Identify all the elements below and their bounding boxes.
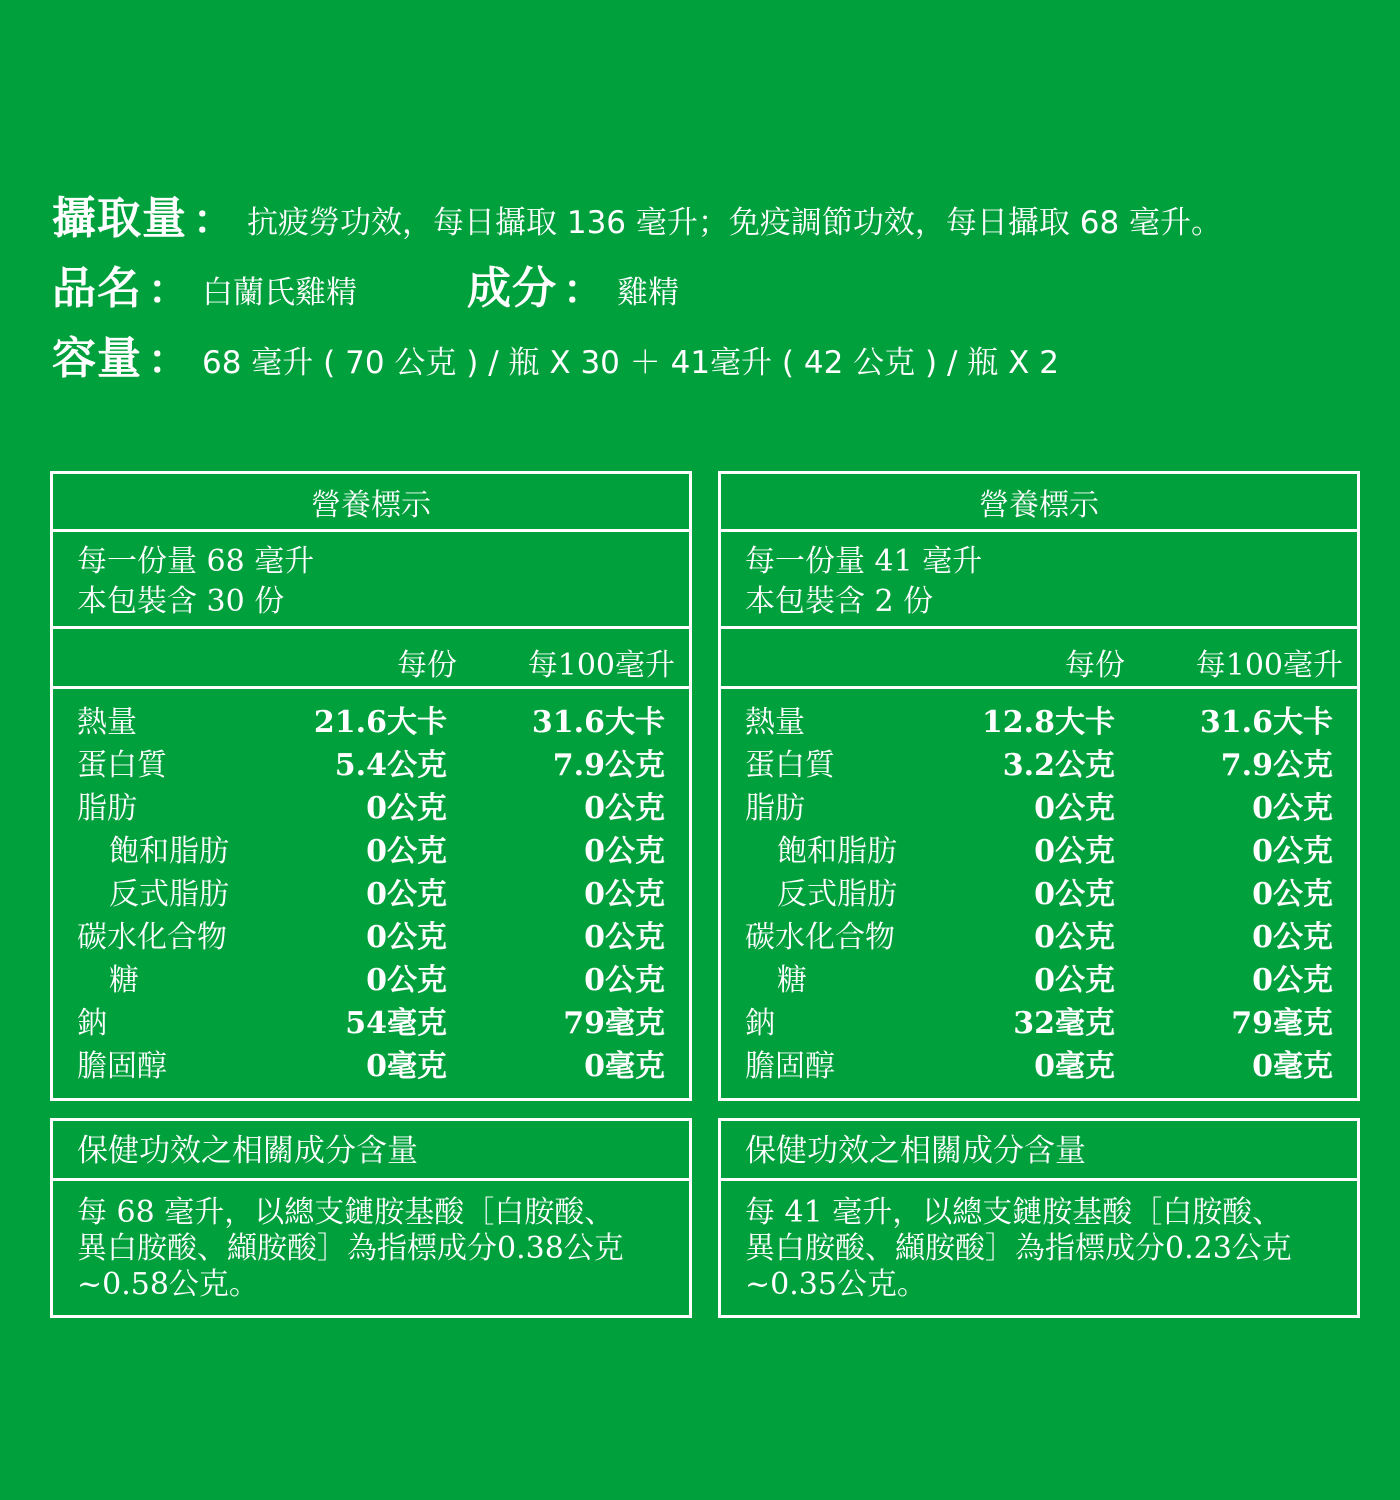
per-serving-value: 0公克 [1034,834,1115,869]
per-100ml-value: 79毫克 [563,1006,665,1041]
effect-line: 每 68 毫升，以總支鏈胺基酸［白胺酸、 [77,1195,615,1230]
nutrient-name: 碳水化合物 [77,920,227,955]
per-100ml-value: 0公克 [1252,791,1333,826]
nutrition-title: 營養標示 [53,474,689,532]
per-100ml-value: 0公克 [584,791,665,826]
nutrient-name: 蛋白質 [745,748,835,783]
per-serving-value: 3.2公克 [1002,748,1115,783]
nutrient-name: 脂肪 [77,791,137,826]
per-serving-value: 0公克 [1034,877,1115,912]
serving-size: 每一份量 68 毫升 [77,544,315,579]
nutrient-name: 熱量 [745,705,805,740]
nutrient-rows [721,689,1357,1088]
per-100ml-value: 7.9公克 [552,748,665,783]
nutrient-name: 碳水化合物 [745,920,895,955]
per-100ml-value: 7.9公克 [1220,748,1333,783]
intake-label: 攝取量 [52,193,187,244]
per-serving-value: 0公克 [366,963,447,998]
per-serving-value: 0毫克 [1034,1049,1115,1084]
intake-value: 抗疲勞功效，每日攝取 136 毫升；免疫調節功效，每日攝取 68 毫升。 [247,205,1223,241]
per-100ml-value: 0公克 [584,834,665,869]
effect-line: ~0.35公克。 [745,1267,927,1302]
per-serving-value: 0公克 [1034,791,1115,826]
health-effect-title: 保健功效之相關成分含量 [53,1121,689,1181]
per-serving-value: 54毫克 [345,1006,447,1041]
colon: ： [148,337,188,383]
table-row [53,830,689,873]
per-100ml-value: 31.6大卡 [1199,705,1333,740]
nutrient-name: 糖 [777,963,807,998]
ingredient-label: 成分 [467,263,557,314]
per-100ml-value: 31.6大卡 [531,705,665,740]
nutrient-name: 熱量 [77,705,137,740]
per-100ml-value: 0毫克 [1252,1049,1333,1084]
per-100ml-value: 0公克 [584,920,665,955]
per-serving-value: 0公克 [366,920,447,955]
nutrient-name: 蛋白質 [77,748,167,783]
table-row [53,873,689,916]
effect-line: ~0.58公克。 [77,1267,259,1302]
table-row [53,1045,689,1088]
per-100ml-header: 每100毫升 [1195,648,1343,683]
per-100ml-value: 0公克 [584,877,665,912]
product-label: 品名 [52,263,142,314]
nutrition-table-68ml [50,471,692,1101]
table-row [721,787,1357,830]
per-serving-value: 0公克 [1034,920,1115,955]
servings-per-package: 本包裝含 2 份 [745,584,934,619]
table-row [721,744,1357,787]
health-effect-text [53,1181,689,1303]
ingredient-value: 雞精 [617,275,679,311]
per-serving-value: 32毫克 [1013,1006,1115,1041]
table-row [721,959,1357,1002]
colon: ： [563,267,603,313]
product-info-header [52,182,1382,392]
nutrient-name: 飽和脂肪 [109,834,229,869]
per-serving-value: 0公克 [366,791,447,826]
per-serving-value: 5.4公克 [334,748,447,783]
per-serving-header: 每份 [397,648,457,683]
per-100ml-value: 0公克 [584,963,665,998]
table-row [53,1002,689,1045]
per-100ml-value: 0公克 [1252,834,1333,869]
table-row [53,959,689,1002]
nutrition-title: 營養標示 [721,474,1357,532]
product-line [52,252,1382,322]
per-serving-value: 21.6大卡 [313,705,447,740]
effect-line: 每 41 毫升，以總支鏈胺基酸［白胺酸、 [745,1195,1283,1230]
volume-line [52,322,1382,392]
per-serving-value: 0公克 [1034,963,1115,998]
colon: ： [193,197,233,243]
nutrient-name: 反式脂肪 [109,877,229,912]
health-effect-title: 保健功效之相關成分含量 [721,1121,1357,1181]
table-row [721,1002,1357,1045]
table-row [721,1045,1357,1088]
per-100ml-value: 0公克 [1252,963,1333,998]
per-serving-value: 0公克 [366,834,447,869]
per-serving-value: 12.8大卡 [981,705,1115,740]
serving-info [53,532,689,629]
per-serving-value: 0毫克 [366,1049,447,1084]
column-headers [721,629,1357,689]
nutrient-name: 反式脂肪 [777,877,897,912]
nutrient-name: 膽固醇 [77,1049,167,1084]
health-effect-box-41ml [718,1118,1360,1318]
volume-label: 容量 [52,333,142,384]
nutrient-name: 膽固醇 [745,1049,835,1084]
nutrient-name: 鈉 [745,1006,775,1041]
table-row [53,701,689,744]
per-100ml-header: 每100毫升 [527,648,675,683]
per-100ml-value: 79毫克 [1231,1006,1333,1041]
nutrition-table-41ml [718,471,1360,1101]
per-serving-value: 0公克 [366,877,447,912]
table-row [53,916,689,959]
per-100ml-value: 0毫克 [584,1049,665,1084]
nutrient-name: 糖 [109,963,139,998]
table-row [721,916,1357,959]
per-100ml-value: 0公克 [1252,920,1333,955]
table-row [721,701,1357,744]
per-serving-header: 每份 [1065,648,1125,683]
intake-line [52,182,1382,252]
table-row [721,830,1357,873]
per-100ml-value: 0公克 [1252,877,1333,912]
serving-size: 每一份量 41 毫升 [745,544,983,579]
serving-info [721,532,1357,629]
nutrient-name: 脂肪 [745,791,805,826]
colon: ： [148,267,188,313]
table-row [53,744,689,787]
table-row [721,873,1357,916]
column-headers [53,629,689,689]
table-row [53,787,689,830]
effect-line: 異白胺酸、纈胺酸］為指標成分0.38公克 [77,1231,624,1266]
product-value: 白蘭氏雞精 [202,275,357,311]
nutrient-name: 鈉 [77,1006,107,1041]
health-effect-box-68ml [50,1118,692,1318]
nutrient-name: 飽和脂肪 [777,834,897,869]
health-effect-text [721,1181,1357,1303]
volume-value: 68 毫升 ( 70 公克 ) / 瓶 X 30 ＋ 41毫升 ( 42 公克 ) / 瓶 X 2 [202,345,1059,381]
effect-line: 異白胺酸、纈胺酸］為指標成分0.23公克 [745,1231,1292,1266]
servings-per-package: 本包裝含 30 份 [77,584,285,619]
nutrient-rows [53,689,689,1088]
